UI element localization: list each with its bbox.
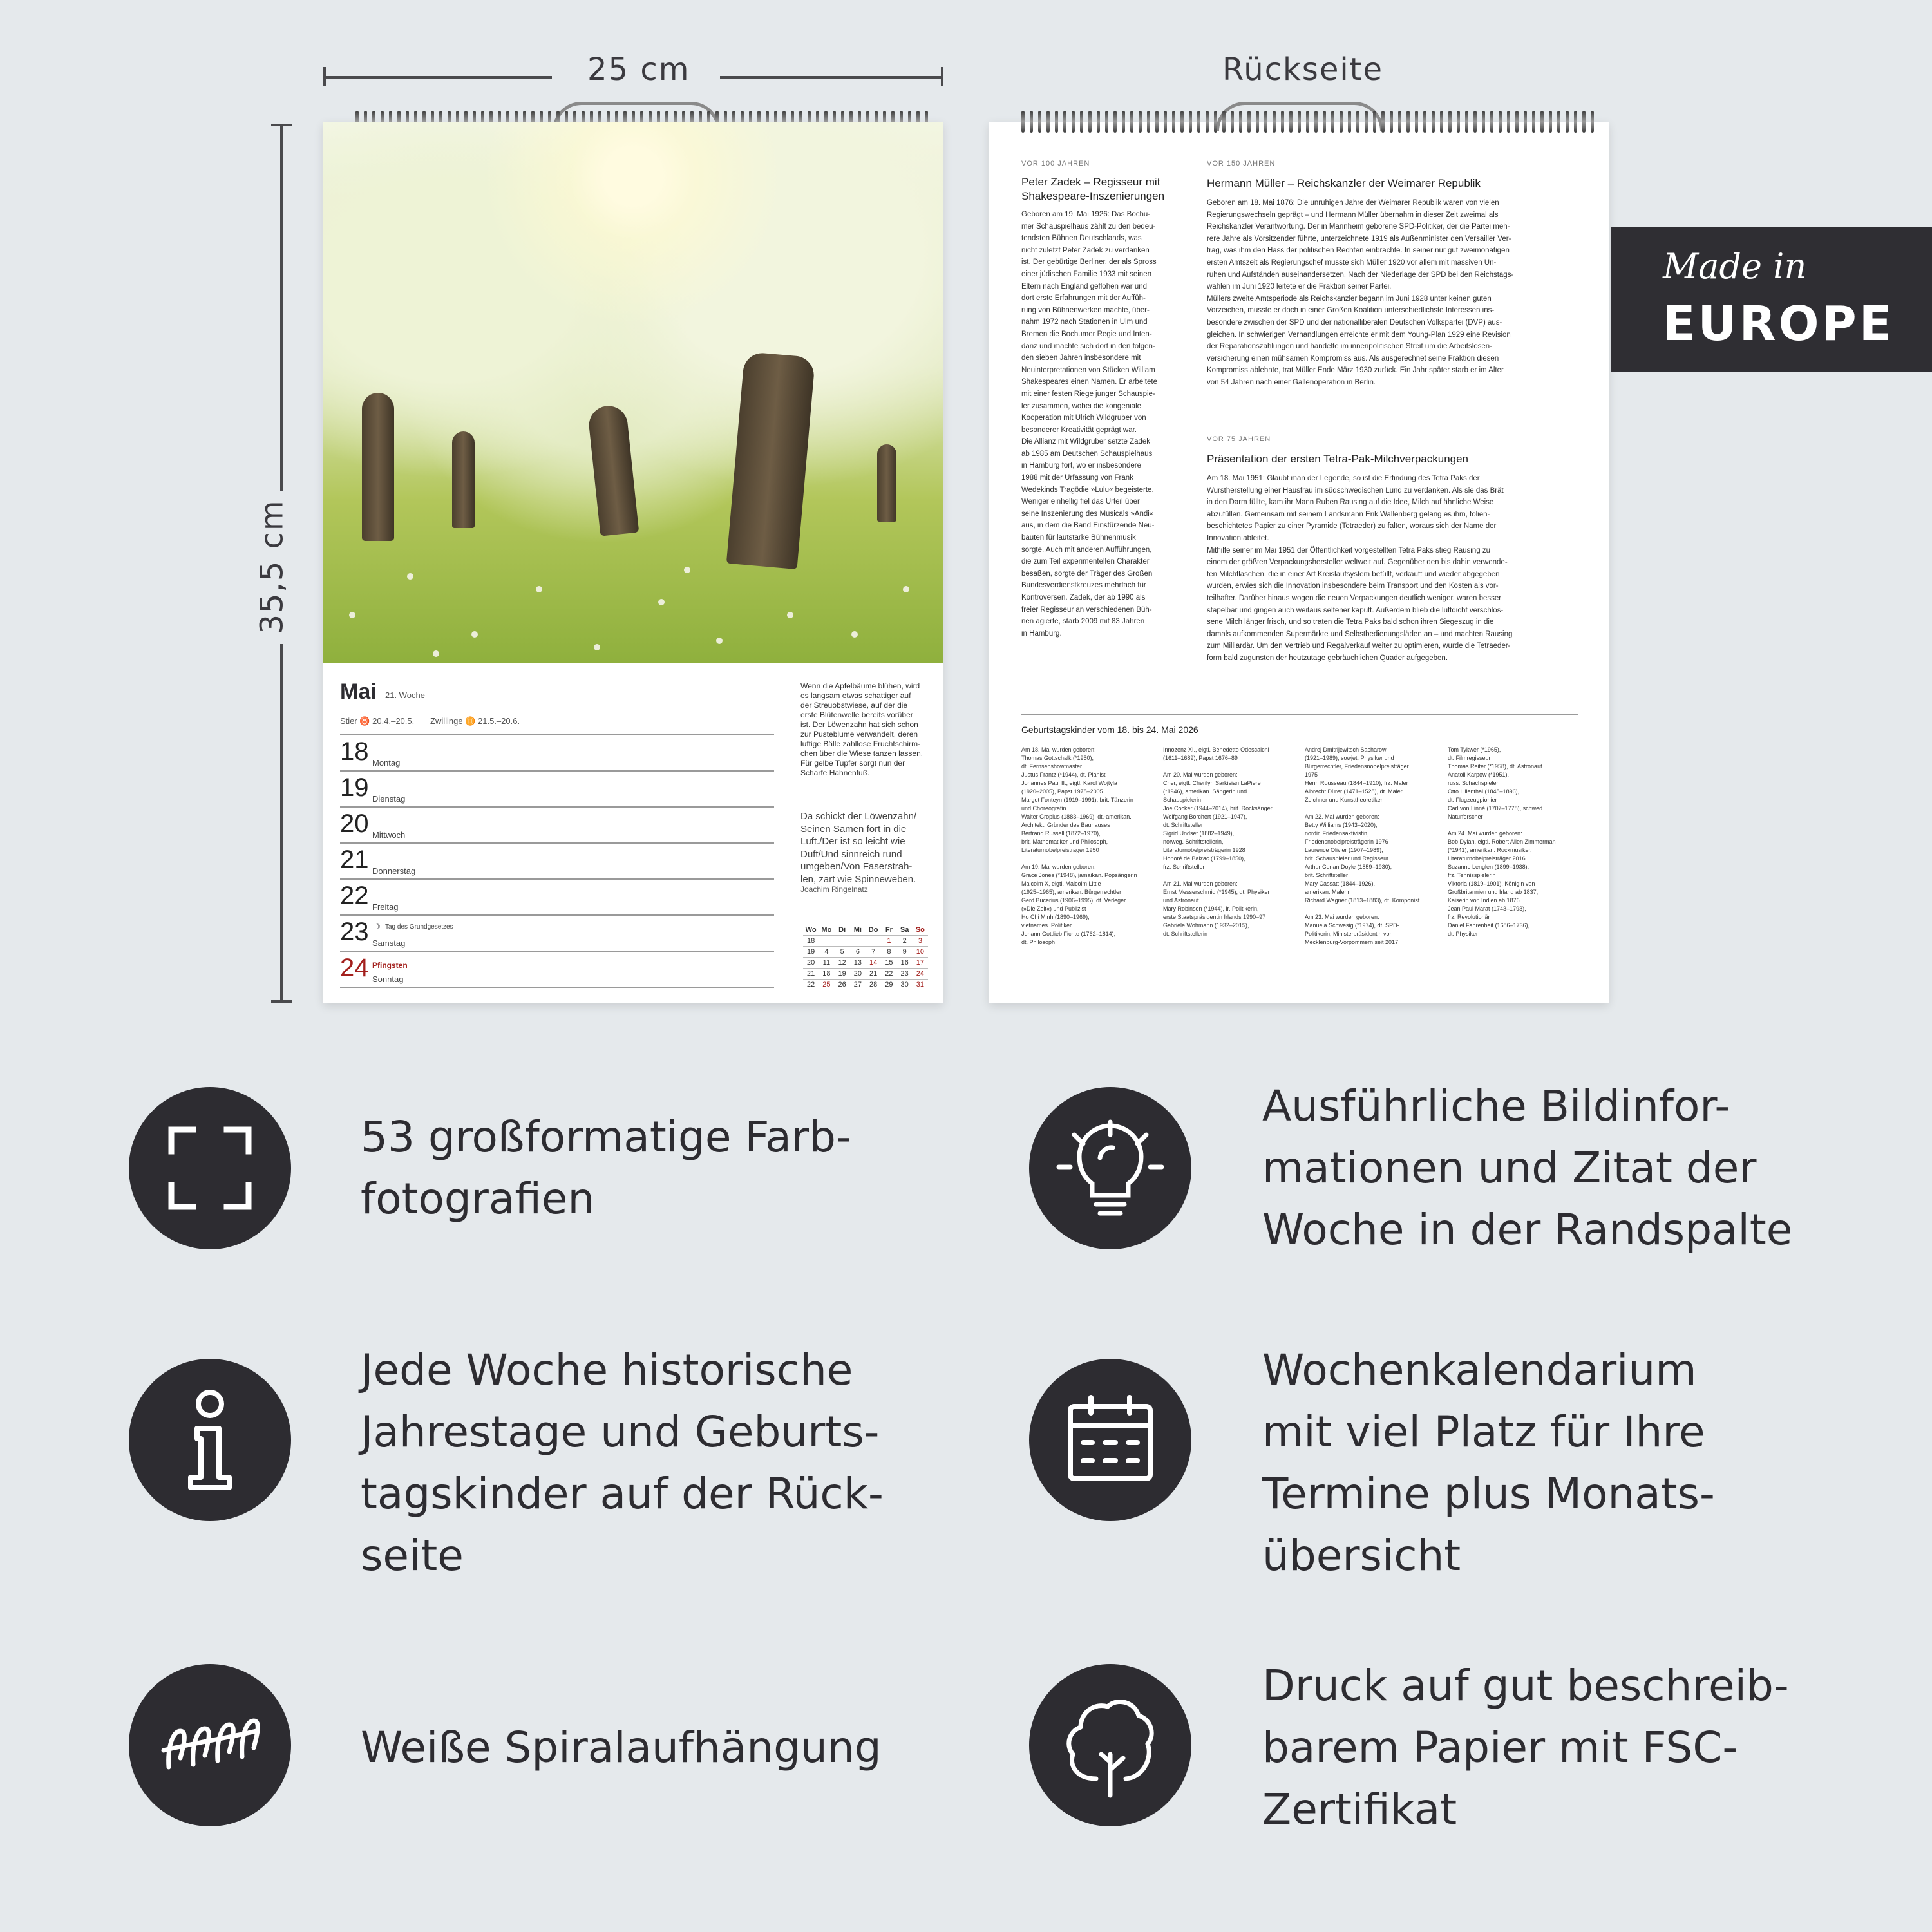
zodiac-gemini: Zwillinge ♊ 21.5.–20.6. [430, 716, 520, 726]
height-dimension-tick-top [271, 124, 292, 126]
month-overview-week: 20 11 12 13 14 15 16 17 [803, 958, 928, 969]
month-overview-week: 19 4 5 6 7 8 9 10 [803, 947, 928, 958]
made-in-europe-badge [1611, 227, 1932, 372]
section-label-75-years: VOR 75 JAHREN [1207, 435, 1271, 443]
height-dimension-label: 35,5 cm [254, 499, 290, 634]
birthdays-divider [1021, 714, 1578, 715]
feature-text-photos: 53 großformatige Farb- fotografien [361, 1112, 851, 1224]
feature-text-image-info: Ausführliche Bildinfor- mationen und Zitat der Woche in der Randspalte [1262, 1081, 1793, 1255]
month-overview-week: 18 1 2 3 [803, 936, 928, 947]
week-number: 21. Woche [385, 690, 425, 700]
article-body-mueller: Geboren am 18. Mai 1876: Die unruhigen Jahre der Weimarer Republik waren von vielen Regierungswechseln geprägt – und Hermann Müller übernahm in dieser Zeit zweimal als Reichskanzler Verantwortung. Der in Mannheim geborene SPD-Politiker, der die Partei meh- rere Jahre als Vorsitzender führte, unterzeichnete 1919 als Außenminister den Versailler Ver- trag, was ihm den Hass der politischen Rechten einbrachte. In seiner nur gut zweimonatigen ersten Amtszeit als Regierungschef musste sich Müller 1920 vor allem mit massiven Un- ruhen und Aufständen auseinandersetzen. Nach der Niederlage der SPD bei den Reichstags- wahlen im Juni 1920 leitete er die Fraktion seiner Partei. Müllers zweite Amtsperiode als Reichskanzler begann im Juni 1928 unter keinen guten Vorzeichen, musste er doch in einer Großen Koalition unterschiedlichste Interessen ins- besondere zwischen der SPD und der nationalliberalen Deutschen Volkspartei (DVP) aus- gleichen. In schwierigen Verhandlungen erreichte er mit dem Young-Plan 1929 eine Revision der Reparationszahlungen und handelte im innenpolitischen Streit um die Arbeitslosen- versicherung einen mühsamen Kompromiss aus. Als ausgerechnet seine Fraktion diesen Kompromiss ablehnte, trat Müller Ende März 1930 zurück. Ein Jahr später starb er im Alter von 54 Jahren nach einer Gallenoperation in Berlin. [1207, 199, 1514, 386]
section-label-150-years: VOR 150 JAHREN [1207, 160, 1276, 167]
birthdays-column: Am 18. Mai wurden geboren: Thomas Gottschalk (*1950), dt. Fernsehshowmaster Justus Frantz (*1944), dt. Pianist Johannes Paul II., eigtl. Karol Wojtyla (1920–2005), Papst 1978–2005 Margot Fonteyn (1919–1991), brit. Tänzerin und Choreografin Walter Gropius (1883–1969), dt.-amerikan. Architekt, Gründer des Bauhauses Bertrand Russell (1872–1970), brit. Mathematiker und Philosoph, Literaturnobelpreisträger 1950 Am 19. Mai wurden geboren: Grace Jones (*1948), jamaikan. Popsängerin Malcolm X, eigtl. Malcolm Little (1925–1965), amerikan. Bürgerrechtler Gerd Bucerius (1906–1995), dt. Verleger (»Die Zeit«) und Publizist Ho Chi Minh (1890–1969), vietnames. Politiker Johann Gottlieb Fichte (1762–1814), dt. Philosoph [1021, 746, 1137, 945]
moon-icon: ☽ [374, 922, 381, 931]
holiday-note: Tag des Grundgesetzes [385, 923, 453, 931]
article-body-tetra-pak: Am 18. Mai 1951: Glaubt man der Legende, so ist die Erfindung des Tetra Paks der Wurstherstellung einer Hausfrau im südschwedischen Lund zu verdanken. Als sie das Brät in den Darm füllte, kam ihr Mann Ruben Rausing auf die Idee, Milch auf ähnliche Weise abzufüllen. Gemeinsam mit seinem Landsmann Erik Wallenberg gelang es ihm, folien- beschichtetes Papier zu einer Pyramide (Tetraeder) zu falten, woraus sich der Name der Innovation ableitet. Mithilfe seiner im Mai 1951 der Öffentlichkeit vorgestellten Tetra Paks stieg Rausing zu einem der größten Verpackungshersteller weltweit auf. Gegenüber den bis dahin verwende- ten Milchflaschen, die in einer Art Kreislaufsystem befüllt, verkauft und wieder abgegeben wurden, erwies sich die Innovation insbesondere beim Transport und den Kosten als vor- teilhafter. Darüber hinaus wogen die neuen Verpackungen deutlich weniger, waren besser stapelbar und gingen auch weitaus seltener kaputt. Außerdem blieb die luftdicht verschlos- sene Milch länger frisch, und so traten die Tetra Paks bald schon ihren Siegeszug in die damals aufkommenden Supermärkte und Selbstbedienungsläden an – und machten Rausing zum Milliardär. Um den Vertrieb und Regalverkauf weiter zu optimieren, wurde die Tetraeder- form bald zugunsten der heutzutage gebräuchlichen Quader aufgegeben. [1207, 475, 1513, 662]
zodiac-taurus: Stier ♉ 20.4.–20.5. [340, 716, 415, 726]
blossoming-orchard-photo [323, 122, 943, 663]
holiday-pentecost: Pfingsten [372, 961, 408, 970]
tree-icon [1029, 1664, 1191, 1826]
birthdays-column: Tom Tykwer (*1965), dt. Filmregisseur Thomas Reiter (*1958), dt. Astronaut Anatoli Karpow (*1951), russ. Schachspieler Otto Lilienthal (1848–1896), dt. Flugzeugpionier Carl von Linné (1707–1778), schwed. Naturforscher Am 24. Mai wurden geboren: Bob Dylan, eigtl. Robert Allen Zimmerman (*1941), amerikan. Rockmusiker, Literaturnobelpreisträger 2016 Suzanne Lenglen (1899–1938), frz. Tennisspielerin Viktoria (1819–1901), Königin von Großbritannien und Irland ab 1837, Kaiserin von Indien ab 1876 Jean Paul Marat (1743–1793), frz. Revolutionär Daniel Fahrenheit (1686–1736), dt. Physiker [1448, 746, 1556, 937]
lightbulb-icon [1029, 1087, 1191, 1249]
width-dimension-line-right [720, 76, 943, 79]
article-title-zadek: Peter Zadek – Regisseur mit Shakespeare-Inszenierungen [1021, 176, 1165, 202]
width-dimension-tick-right [941, 67, 943, 86]
article-body-zadek: Geboren am 19. Mai 1926: Das Bochu- mer Schauspielhaus zählt zu den bedeu- tendsten Bühnen Deutschlands, was nicht zuletzt Peter Zadek zu verdanken ist. Der gebürtige Berliner, der als Spross einer jüdischen Familie 1933 mit seinen Eltern nach England geflohen war und dort erste Erfahrungen mit der Auffüh- rung von Bühnenwerken machte, über- nahm 1972 nach Stationen in Ulm und Bremen die Bochumer Regie und Inten- danz und machte sich dort in den folgen- den sieben Jahren insbesondere mit Neuinterpretationen von Stücken William Shakespeares einen Namen. Er arbeitete mit einer festen Riege junger Schauspie- ler zusammen, wobei die kongeniale Kooperation mit Ulrich Wildgruber von besonderer Kreativität geprägt war. Die Allianz mit Wildgruber setzte Zadek ab 1985 am Deutschen Schauspielhaus in Hamburg fort, wo er insbesondere 1988 mit der Urfassung von Frank Wedekinds Tragödie »Lulu« begeisterte. Weniger einhellig fiel das Urteil über seine Inszenierung des Musicals »Andi« aus, in dem die Band Einstürzende Neu- bauten für lautstarke Bühnenmusik sorgte. Auch mit anderen Aufführungen, die zum Teil experimentellen Charakter besaßen, sorgte der Träger des Großen Bundesverdienstkreuzes mehrfach für Kontroversen. Zadek, der ab 1990 als freier Regisseur an verschiedenen Büh- nen agierte, starb 2009 mit 83 Jahren in Hamburg. [1021, 211, 1157, 638]
month-overview-week: 22 25 26 27 28 29 30 31 [803, 980, 928, 990]
day-row[interactable]: 22 Freitag [340, 880, 774, 916]
feature-text-fsc-paper: Druck auf gut beschreib- barem Papier mit FSC- Zertifikat [1262, 1661, 1789, 1834]
article-title-tetra-pak: Präsentation der ersten Tetra-Pak-Milchverpackungen [1207, 453, 1469, 465]
image-description: Wenn die Apfelbäume blühen, wird es langsam etwas schattiger auf der Streuobstwiese, auf der die erste Blütenwelle bereits vorüber ist. Der Löwenzahn hat sich schon zur Pusteblume verwandelt, deren luftige Bälle zahllose Fruchtschirm- chen über die Wiese tanzen lassen. Für gelbe Tupfer sorgt nun der Scharfe Hahnenfuß. [800, 681, 923, 777]
quote-author: Joachim Ringelnatz [800, 885, 868, 894]
feature-text-spiral: Weiße Spiralaufhängung [361, 1723, 882, 1772]
article-title-mueller: Hermann Müller – Reichskanzler der Weimarer Republik [1207, 177, 1481, 189]
bull-icon: ♉ [359, 716, 370, 726]
birthdays-column: Innozenz XI., eigtl. Benedetto Odescalchi (1611–1689), Papst 1676–89 Am 20. Mai wurden geboren: Cher, eigtl. Cherilyn Sarkisian LaPiere (*1946), amerikan. Sängerin und Schauspielerin Joe Cocker (1944–2014), brit. Rocksänger Wolfgang Borchert (1921–1947), dt. Schriftsteller Sigrid Undset (1882–1949), norweg. Schriftstellerin, Literaturnobelpreisträgerin 1928 Honoré de Balzac (1799–1850), frz. Schriftsteller Am 21. Mai wurden geboren: Ernst Messerschmid (*1945), dt. Physiker und Astronaut Mary Robinson (*1944), ir. Politikerin, erste Staatspräsidentin Irlands 1990–97 Gabriele Wohmann (1932–2015), dt. Schriftstellerin [1163, 746, 1273, 937]
width-dimension-line-left [323, 76, 552, 79]
section-label-100-years: VOR 100 JAHREN [1021, 160, 1090, 167]
badge-script-text: Made in [1663, 246, 1807, 287]
spiral-binding-icon [129, 1664, 291, 1826]
height-dimension-line-bottom [280, 644, 283, 1001]
month-title: Mai [340, 679, 377, 704]
day-row[interactable]: 19 Dienstag [340, 772, 774, 808]
month-overview-header: Wo Mo Di Mi Do Fr Sa So [803, 925, 928, 936]
birthdays-column: Andrej Dmitrijewitsch Sacharow (1921–1989), sowjet. Physiker und Bürgerrechtler, Friedensnobelpreisträger 1975 Henri Rousseau (1844–1910), frz. Maler Albrecht Dürer (1471–1528), dt. Maler, Zeichner und Kunsttheoretiker Am 22. Mai wurden geboren: Betty Williams (1943–2020), nordir. Friedensaktivistin, Friedensnobelpreisträgerin 1976 Laurence Olivier (1907–1989), brit. Schauspieler und Regisseur Arthur Conan Doyle (1859–1930), brit. Schriftsteller Mary Cassatt (1844–1926), amerikan. Malerin Richard Wagner (1813–1883), dt. Komponist Am 23. Mai wurden geboren: Manuela Schwesig (*1974), dt. SPD- Politikerin, Ministerpräsidentin von Mecklenburg-Vorpommern seit 2017 [1305, 746, 1420, 945]
day-row[interactable]: 24 Sonntag Pfingsten [340, 952, 774, 988]
quote-of-the-week: Da schickt der Löwenzahn/ Seinen Samen fort in die Luft./Der ist so leicht wie Duft/Und sinnreich rund umgeben/Von Faserstrah- len, zart wie Spinneweben. [800, 811, 917, 885]
day-row[interactable]: 21 Donnerstag [340, 844, 774, 880]
calendar-icon [1029, 1359, 1191, 1521]
height-dimension-tick-bottom [271, 1000, 292, 1003]
width-dimension-tick-left [323, 67, 326, 86]
day-row[interactable]: 20 Mittwoch [340, 808, 774, 844]
fullscreen-frame-icon [129, 1087, 291, 1249]
month-overview [803, 925, 928, 990]
day-row[interactable]: 23 Samstag ☽ Tag des Grundgesetzes [340, 916, 774, 952]
twins-icon: ♊ [465, 716, 476, 726]
day-row[interactable]: 18 Montag [340, 735, 774, 772]
back-spiral-binding [1021, 111, 1604, 133]
month-overview-week: 21 18 19 20 21 22 23 24 [803, 969, 928, 980]
info-icon [129, 1359, 291, 1521]
badge-main-text: EUROPE [1663, 296, 1895, 352]
height-dimension-line-top [280, 124, 283, 491]
feature-text-weekly-calendar: Wochenkalendarium mit viel Platz für Ihre Termine plus Monats- übersicht [1262, 1345, 1715, 1580]
width-dimension-label: 25 cm [587, 52, 690, 88]
birthdays-title: Geburtstagskinder vom 18. bis 24. Mai 2026 [1021, 724, 1198, 735]
back-side-label: Rückseite [1222, 52, 1384, 88]
feature-text-anniversaries: Jede Woche historische Jahrestage und Geburts- tagskinder auf der Rück- seite [361, 1345, 884, 1580]
